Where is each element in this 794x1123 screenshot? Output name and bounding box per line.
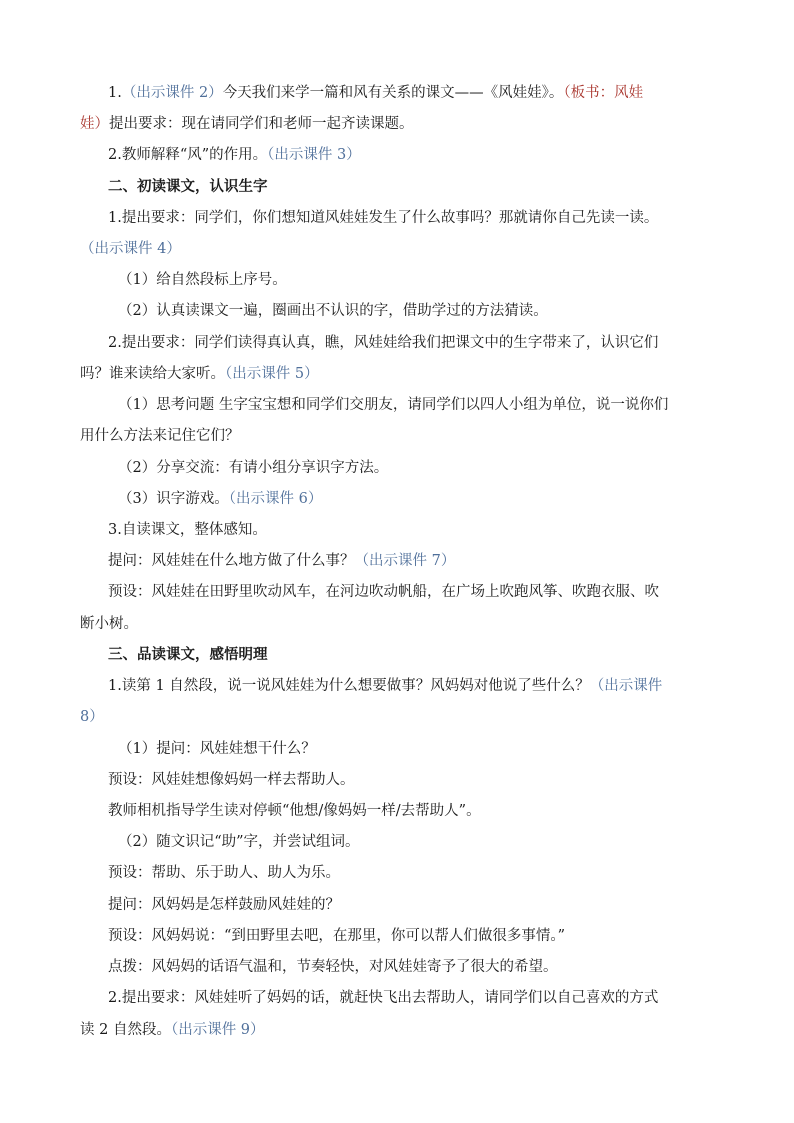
- paragraph-line: [80, 112, 414, 133]
- paragraph-line: 提问：风妈妈是怎样鼓励风娃娃的？: [108, 897, 340, 913]
- paragraph-line: [108, 549, 455, 570]
- text-span: 提问：风娃娃在什么地方做了什么事？: [108, 553, 355, 569]
- paragraph-line: 教师相机指导学生读对停顿“他想/像妈妈一样/去帮助人”。: [108, 803, 481, 819]
- text-span: 今天我们来学一篇和风有关系的课文——《风娃娃》。: [222, 85, 564, 101]
- text-span: 吗？谁来读给大家听。: [80, 366, 225, 382]
- paragraph-line: 预设：风娃娃想像妈妈一样去帮助人。: [108, 772, 355, 788]
- paragraph-line: [108, 674, 662, 695]
- courseware-note: （出示课件: [589, 678, 663, 694]
- text-span: 2.教师解释“风”的作用。: [108, 147, 268, 163]
- sub-item: （1）提问：风娃娃想干什么？: [118, 741, 316, 757]
- blackboard-note: （板书：风娃: [563, 85, 644, 101]
- paragraph-line: [108, 143, 361, 164]
- courseware-note: （出示课件 2）: [121, 85, 223, 101]
- courseware-note: （出示课件 6）: [228, 491, 323, 507]
- courseware-note: （出示课件 4）: [80, 241, 181, 257]
- paragraph-line: 2.提出要求：风娃娃听了妈妈的话，就赶快飞出去帮助人，请同学们以自己喜欢的方式: [108, 990, 659, 1006]
- courseware-note: 8）: [80, 709, 104, 725]
- courseware-note: （出示课件 5）: [225, 366, 319, 382]
- paragraph-line: 断小树。: [80, 616, 138, 632]
- paragraph-line: 3.自读课文，整体感知。: [108, 522, 267, 538]
- paragraph-line: [108, 81, 643, 102]
- sub-item: （2）随文识记“助”字，并尝试组词。: [118, 834, 360, 850]
- blackboard-note: 娃）: [80, 116, 109, 132]
- section-heading: 三、品读课文，感悟明理: [108, 646, 268, 663]
- paragraph-line: 预设：风娃娃在田野里吹动风车，在河边吹动帆船，在广场上吹跑风筝、吹跑衣服、吹: [108, 584, 659, 600]
- courseware-note: （出示课件 7）: [354, 553, 456, 569]
- sub-item: [118, 487, 322, 508]
- paragraph-line: 2.提出要求：同学们读得真认真，瞧，风娃娃给我们把课文中的生字带来了，认识它们: [108, 335, 659, 351]
- text-span: 读 2 自然段。: [80, 1022, 171, 1038]
- paragraph-line: 用什么方法来记住它们？: [80, 428, 240, 444]
- paragraph-line: 预设：风妈妈说：“到田野里去吧，在那里，你可以帮人们做很多事情。”: [108, 928, 566, 944]
- paragraph-line: [80, 1018, 265, 1039]
- paragraph-line: 1.提出要求：同学们，你们想知道风娃娃发生了什么故事吗？那就请你自己先读一读。: [108, 210, 659, 226]
- text-span: 提出要求：现在请同学们和老师一起齐读课题。: [109, 116, 414, 132]
- text-span: 1.读第 1 自然段，说一说风娃娃为什么想要做事？风妈妈对他说了些什么？: [108, 678, 590, 694]
- sub-item: （1）思考问题 生字宝宝想和同学们交朋友，请同学们以四人小组为单位，说一说你们: [118, 397, 669, 413]
- paragraph-line: [80, 362, 319, 383]
- text-span: （3）识字游戏。: [118, 491, 229, 507]
- section-heading: 二、初读课文，认识生字: [108, 178, 268, 195]
- paragraph-line: 预设：帮助、乐于助人、助人为乐。: [108, 865, 340, 881]
- paragraph-line: 点拨：风妈妈的话语气温和，节奏轻快，对风娃娃寄予了很大的希望。: [108, 959, 558, 975]
- sub-item: （2）认真读课文一遍，圈画出不认识的字，借助学过的方法猜读。: [118, 303, 548, 319]
- courseware-note: （出示课件 3）: [267, 147, 361, 163]
- sub-item: （2）分享交流：有请小组分享识字方法。: [118, 460, 389, 476]
- courseware-note: （出示课件 9）: [170, 1022, 265, 1038]
- item-number: 1.: [108, 85, 122, 101]
- sub-item: （1）给自然段标上序号。: [118, 272, 287, 288]
